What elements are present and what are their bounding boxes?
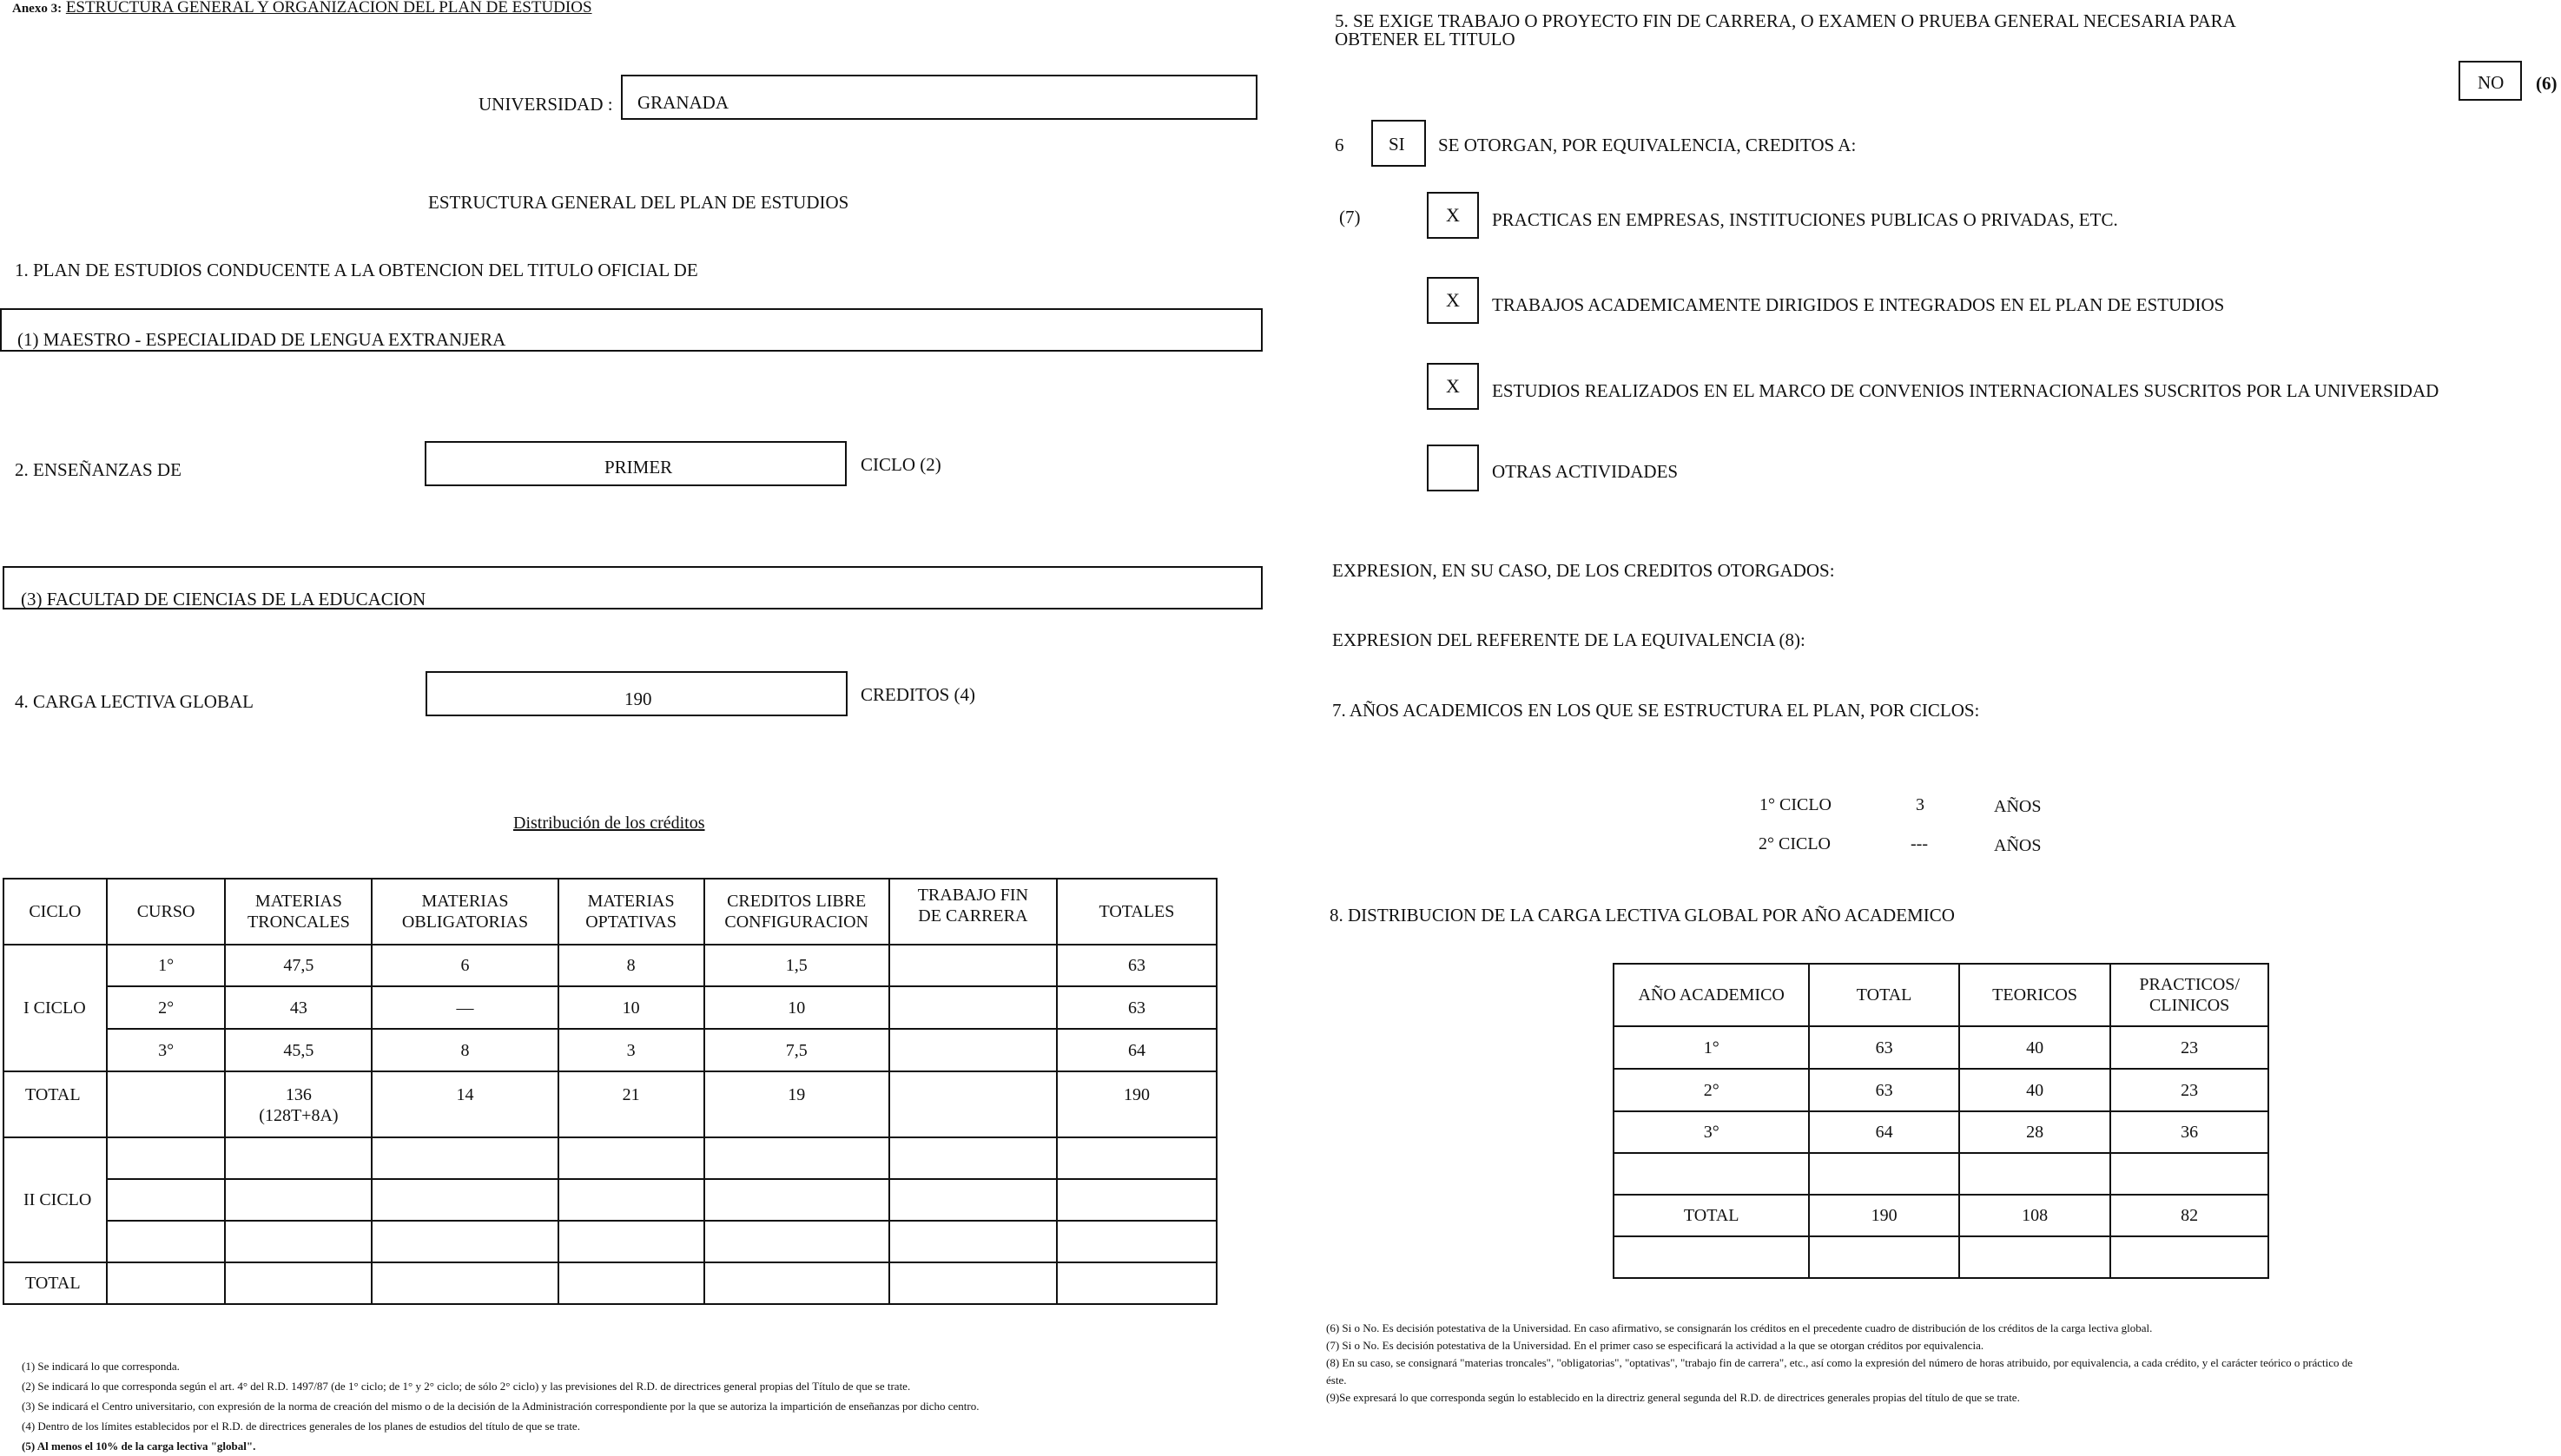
cell-total: 64 bbox=[1809, 1111, 1958, 1153]
footnote: (8) En su caso, se consignará "materias troncales", "obligatorias", "optativas", "trabajo fin de carrera", etc., así como la expresión del número de horas atribuido, por equivalencia, a cada crédito, y el carácter teórico o práctico de bbox=[1326, 1356, 2353, 1369]
annex-label: Anexo 3: bbox=[12, 2, 63, 16]
total1-totales: 190 bbox=[1057, 1071, 1217, 1137]
cell-optativas: 10 bbox=[558, 986, 704, 1029]
header-libre-line2: CONFIGURACION bbox=[724, 912, 868, 932]
structure-title: ESTRUCTURA GENERAL DEL PLAN DE ESTUDIOS bbox=[428, 192, 849, 213]
header-obligatorias bbox=[372, 879, 558, 945]
cell-libre: 10 bbox=[704, 986, 889, 1029]
table-row bbox=[3, 1221, 1217, 1262]
cell-troncales: 43 bbox=[225, 986, 372, 1029]
cell-teoricos: 40 bbox=[1959, 1069, 2111, 1111]
header-troncales-line1: MATERIAS bbox=[254, 892, 342, 911]
option-label-convenios: ESTUDIOS REALIZADOS EN EL MARCO DE CONVENIOS INTERNACIONALES SUSCRITOS POR LA UNIVERSIDAD bbox=[1492, 380, 2439, 401]
header-total: TOTAL bbox=[1809, 964, 1958, 1026]
footnote: (4) Dentro de los límites establecidos por el R.D. de directrices generales de los planes de estudios del título de que se trate. bbox=[22, 1420, 580, 1433]
cell-teoricos: 40 bbox=[1959, 1026, 2111, 1069]
item5-line1: 5. SE EXIGE TRABAJO O PROYECTO FIN DE CARRERA, O EXAMEN O PRUEBA GENERAL NECESARIA PARA bbox=[1335, 10, 2236, 31]
ciclo1-label: I CICLO bbox=[3, 945, 107, 1071]
footnote: (1) Se indicará lo que corresponda. bbox=[22, 1360, 180, 1373]
cell-practicos: 82 bbox=[2110, 1195, 2268, 1236]
table-total-row bbox=[1614, 1195, 2268, 1236]
item2-label: 2. ENSEÑANZAS DE bbox=[15, 459, 182, 480]
cell-practicos: 23 bbox=[2110, 1069, 2268, 1111]
header-libre-line1: CREDITOS LIBRE bbox=[727, 892, 867, 911]
cell-total: 190 bbox=[1809, 1195, 1958, 1236]
distribution-title: Distribución de los créditos bbox=[513, 814, 705, 833]
item5-line2: OBTENER EL TITULO bbox=[1335, 29, 1515, 49]
header-troncales bbox=[225, 879, 372, 945]
cycle2-value: --- bbox=[1911, 834, 1928, 853]
table-row bbox=[1614, 1153, 2268, 1195]
total2-label: TOTAL bbox=[3, 1262, 107, 1304]
total1-optativas: 21 bbox=[558, 1071, 704, 1137]
cell-teoricos: 108 bbox=[1959, 1195, 2111, 1236]
cell-totales: 63 bbox=[1057, 986, 1217, 1029]
header-year: AÑO ACADEMICO bbox=[1614, 964, 1809, 1026]
option-checkbox-practicas: X bbox=[1427, 192, 1479, 239]
total1-troncales bbox=[225, 1071, 372, 1137]
cell-obligatorias: — bbox=[372, 986, 558, 1029]
option-label-trabajos: TRABAJOS ACADEMICAMENTE DIRIGIDOS E INTEGRADOS EN EL PLAN DE ESTUDIOS bbox=[1492, 294, 2225, 315]
total1-libre: 19 bbox=[704, 1071, 889, 1137]
cell-trabajo bbox=[889, 945, 1057, 986]
cell-year: TOTAL bbox=[1614, 1195, 1809, 1236]
university-field bbox=[621, 75, 1257, 120]
item6-note: (7) bbox=[1339, 207, 1361, 227]
footnote: (7) Si o No. Es decisión potestativa de la Universidad. En el primer caso se especificará la actividad a la que se otorgan créditos por equivalencia. bbox=[1326, 1339, 1984, 1352]
table-row bbox=[3, 1179, 1217, 1221]
cell-trabajo bbox=[889, 1029, 1057, 1071]
header-obligatorias-line2: OBLIGATORIAS bbox=[401, 912, 529, 932]
credits-value: 190 bbox=[624, 688, 652, 709]
item5-note: (6) bbox=[2536, 73, 2558, 94]
item8-label: 8. DISTRIBUCION DE LA CARGA LECTIVA GLOBAL POR AÑO ACADEMICO bbox=[1330, 905, 1955, 926]
cell-libre: 7,5 bbox=[704, 1029, 889, 1071]
cell-year: 2° bbox=[1614, 1069, 1809, 1111]
left-footnotes bbox=[22, 1356, 979, 1456]
total1-troncales-detail: (128T+8A) bbox=[259, 1106, 339, 1125]
cell-troncales: 47,5 bbox=[225, 945, 372, 986]
table-total-row bbox=[3, 1262, 1217, 1304]
table-row bbox=[3, 945, 1217, 986]
item5-value: NO bbox=[2478, 72, 2505, 93]
header-optativas-line2: OPTATIVAS bbox=[585, 912, 677, 932]
university-value: GRANADA bbox=[637, 92, 729, 113]
ciclo2-label: II CICLO bbox=[3, 1137, 107, 1262]
expression-credits: EXPRESION, EN SU CASO, DE LOS CREDITOS OTORGADOS: bbox=[1332, 560, 1835, 581]
annual-header-row bbox=[1614, 964, 2268, 1026]
cell-practicos: 36 bbox=[2110, 1111, 2268, 1153]
cell-curso: 1° bbox=[107, 945, 226, 986]
total1-curso bbox=[107, 1071, 226, 1137]
header-teoricos: TEORICOS bbox=[1959, 964, 2111, 1026]
table-total-row bbox=[3, 1071, 1217, 1137]
header-trabajo-line2: DE CARRERA bbox=[918, 906, 1028, 926]
footnote: (6) Si o No. Es decisión potestativa de la Universidad. En caso afirmativo, se consignarán los créditos en el precedente cuadro de distribución de los créditos de la carga lectiva global. bbox=[1326, 1321, 2153, 1334]
right-footnotes bbox=[1326, 1320, 2353, 1407]
cycle1-value: 3 bbox=[1916, 795, 1924, 814]
total1-troncales-value: 136 bbox=[285, 1085, 312, 1104]
footnote: (3) Se indicará el Centro universitario, con expresión de la norma de creación del mismo o de la decisión de la Administración correspondiente por la que se autoriza la impartición de enseñanzas por dicho centro. bbox=[22, 1400, 980, 1413]
header-practicos-line2: CLINICOS bbox=[2149, 996, 2230, 1015]
item6-value: SI bbox=[1389, 134, 1405, 155]
table-header-row bbox=[3, 879, 1217, 945]
cell-obligatorias: 8 bbox=[372, 1029, 558, 1071]
credits-field bbox=[426, 671, 848, 716]
cell-obligatorias: 6 bbox=[372, 945, 558, 986]
total1-obligatorias: 14 bbox=[372, 1071, 558, 1137]
option-checkbox-otras bbox=[1427, 445, 1479, 491]
table-row bbox=[1614, 1236, 2268, 1278]
cycle-suffix: CICLO (2) bbox=[861, 454, 941, 475]
title-value: (1) MAESTRO - ESPECIALIDAD DE LENGUA EXTRANJERA bbox=[17, 329, 506, 350]
option-checkbox-convenios: X bbox=[1427, 363, 1479, 410]
expression-reference: EXPRESION DEL REFERENTE DE LA EQUIVALENCIA (8): bbox=[1332, 629, 1805, 650]
faculty-field bbox=[3, 566, 1263, 609]
table-row bbox=[1614, 1111, 2268, 1153]
table-row bbox=[3, 986, 1217, 1029]
option-label-otras: OTRAS ACTIVIDADES bbox=[1492, 461, 1679, 482]
header-trabajo bbox=[889, 879, 1057, 945]
header-optativas bbox=[558, 879, 704, 945]
cell-troncales: 45,5 bbox=[225, 1029, 372, 1071]
item4-label: 4. CARGA LECTIVA GLOBAL bbox=[15, 691, 254, 712]
header-troncales-line2: TRONCALES bbox=[248, 912, 350, 932]
cycle1-unit: AÑOS bbox=[1994, 797, 2042, 816]
table-row bbox=[1614, 1069, 2268, 1111]
total1-trabajo bbox=[889, 1071, 1057, 1137]
title-field bbox=[0, 308, 1263, 352]
cell-year: 3° bbox=[1614, 1111, 1809, 1153]
header-libre bbox=[704, 879, 889, 945]
cell-year: 1° bbox=[1614, 1026, 1809, 1069]
cell-totales: 64 bbox=[1057, 1029, 1217, 1071]
cycle-value: PRIMER bbox=[604, 457, 673, 478]
cell-trabajo bbox=[889, 986, 1057, 1029]
table-row bbox=[1614, 1026, 2268, 1069]
cell-practicos: 23 bbox=[2110, 1026, 2268, 1069]
option-checkbox-trabajos: X bbox=[1427, 277, 1479, 324]
cell-curso: 2° bbox=[107, 986, 226, 1029]
credits-suffix: CREDITOS (4) bbox=[861, 684, 976, 705]
header-ciclo: CICLO bbox=[3, 879, 107, 945]
footnote: (5) Al menos el 10% de la carga lectiva "global". bbox=[22, 1440, 256, 1453]
credits-distribution-table bbox=[3, 878, 1218, 1305]
item5-box bbox=[2459, 61, 2522, 101]
faculty-value: (3) FACULTAD DE CIENCIAS DE LA EDUCACION bbox=[21, 589, 426, 609]
cell-optativas: 3 bbox=[558, 1029, 704, 1071]
header-trabajo-line1: TRABAJO FIN bbox=[917, 886, 1028, 905]
header-totales: TOTALES bbox=[1057, 879, 1217, 945]
item6-number: 6 bbox=[1335, 135, 1344, 155]
item6-box bbox=[1371, 120, 1426, 167]
header-obligatorias-line1: MATERIAS bbox=[421, 892, 509, 911]
cell-total: 63 bbox=[1809, 1069, 1958, 1111]
cell-total: 63 bbox=[1809, 1026, 1958, 1069]
university-label: UNIVERSIDAD : bbox=[479, 94, 613, 115]
cycle1-label: 1° CICLO bbox=[1759, 795, 1832, 814]
cell-curso: 3° bbox=[107, 1029, 226, 1071]
header-curso: CURSO bbox=[107, 879, 226, 945]
total1-label: TOTAL bbox=[3, 1071, 107, 1137]
item6-label: SE OTORGAN, POR EQUIVALENCIA, CREDITOS A: bbox=[1438, 135, 1857, 155]
table-row bbox=[3, 1137, 1217, 1179]
header-practicos-line1: PRACTICOS/ bbox=[2139, 975, 2240, 994]
item1-label: 1. PLAN DE ESTUDIOS CONDUCENTE A LA OBTENCION DEL TITULO OFICIAL DE bbox=[15, 260, 698, 280]
annex-title: ESTRUCTURA GENERAL Y ORGANIZACION DEL PLAN DE ESTUDIOS bbox=[65, 0, 592, 16]
annual-load-table bbox=[1613, 963, 2269, 1279]
cycle2-label: 2° CICLO bbox=[1759, 834, 1831, 853]
cell-libre: 1,5 bbox=[704, 945, 889, 986]
option-label-practicas: PRACTICAS EN EMPRESAS, INSTITUCIONES PUBLICAS O PRIVADAS, ETC. bbox=[1492, 209, 2118, 230]
item7-label: 7. AÑOS ACADEMICOS EN LOS QUE SE ESTRUCTURA EL PLAN, POR CICLOS: bbox=[1332, 700, 1980, 721]
header-practicos bbox=[2110, 964, 2268, 1026]
table-row bbox=[3, 1029, 1217, 1071]
footnote: (2) Se indicará lo que corresponda según el art. 4° del R.D. 1497/87 (de 1° ciclo; de 1° y 2° ciclo; de sólo 2° ciclo) y las previsiones del R.D. de directrices general propias del Título de que se trate. bbox=[22, 1380, 911, 1393]
cell-teoricos: 28 bbox=[1959, 1111, 2111, 1153]
cell-totales: 63 bbox=[1057, 945, 1217, 986]
footnote: éste. bbox=[1326, 1374, 1347, 1387]
header-optativas-line1: MATERIAS bbox=[587, 892, 675, 911]
annex-header bbox=[12, 0, 592, 17]
cycle2-unit: AÑOS bbox=[1994, 836, 2042, 855]
cycle-field bbox=[425, 441, 847, 486]
footnote: (9)Se expresará lo que corresponda según lo establecido en la directriz general segunda del R.D. de directrices generales propias del título de que se trate. bbox=[1326, 1391, 2020, 1404]
cell-optativas: 8 bbox=[558, 945, 704, 986]
